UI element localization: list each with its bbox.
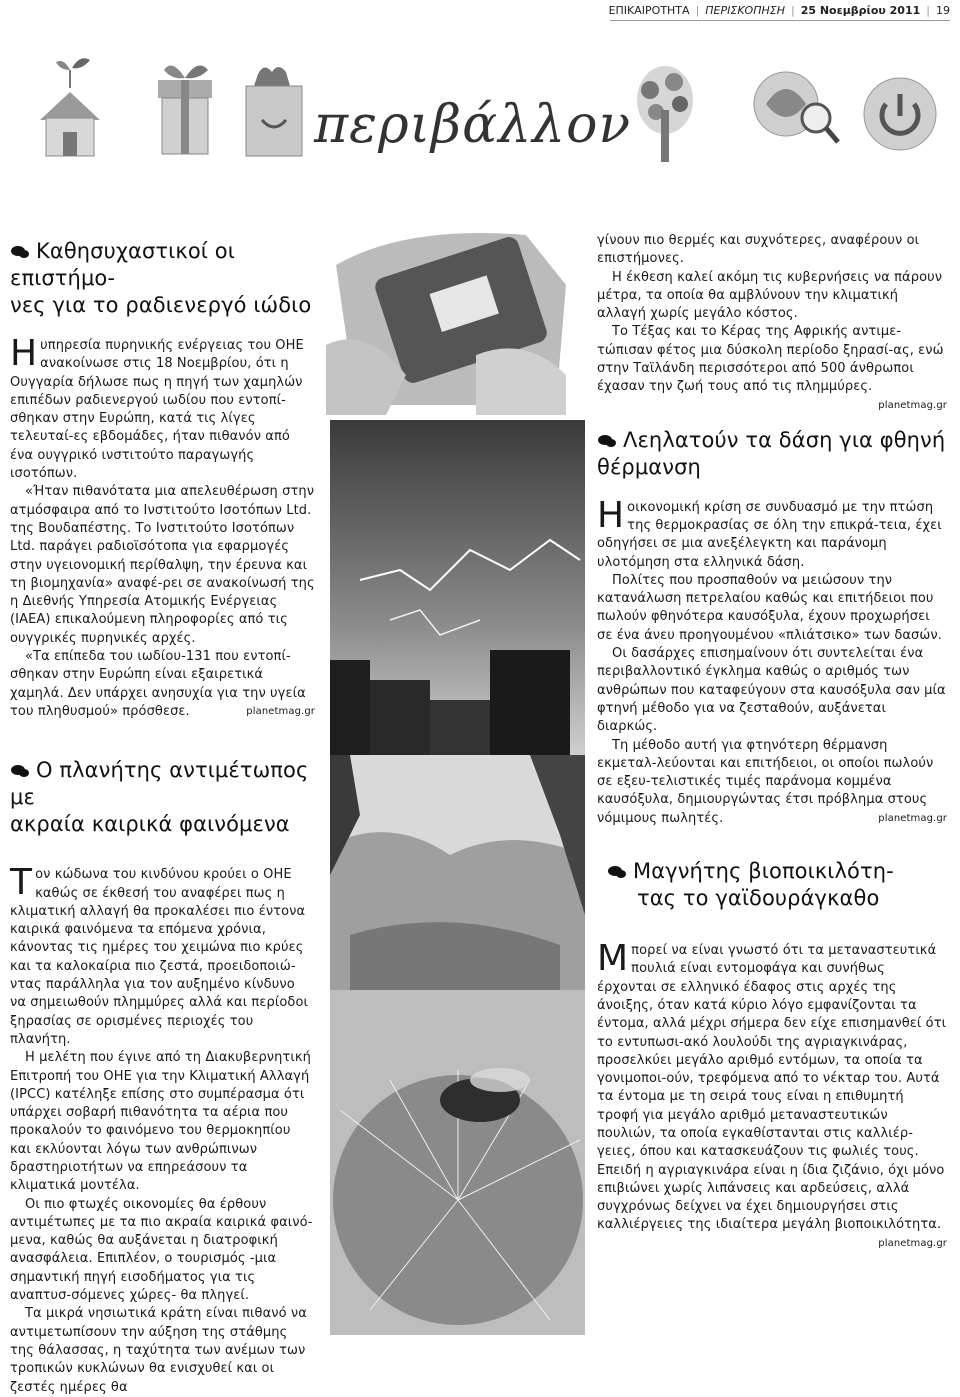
tree-icon	[630, 60, 700, 170]
power-button-icon	[860, 70, 940, 160]
source-credit: planetmag.gr	[878, 1237, 947, 1249]
house-leaf-icon	[30, 50, 110, 160]
article-title	[597, 427, 947, 481]
article-paragraph: γίνουν πιο θερμές και συχνότερες, αναφέρουν οι επιστήμονες.	[597, 233, 920, 267]
article-title-line: ακραία καιρικά φαινόμενα	[10, 812, 290, 837]
article-paragraph: Τα μικρά νησιωτικά κράτη είναι πιθανό να αντιμετωπίσουν την αύξηση της στάθμης της θάλασσας, η ταχύτητα των ανέμων των τροπικών κυκλώνων θα ενισχυθεί και οι ζεστές ημέρες θα	[10, 1306, 307, 1395]
header-publication: ΠΕΡΙΣΚΟΠΗΣΗ	[705, 3, 785, 17]
article-title-line: Ο πλανήτης αντιμέτωπος με	[10, 758, 309, 810]
header-date: 25 Νοεμβρίου 2011	[800, 3, 921, 17]
article-paragraph	[597, 737, 947, 828]
source-credit: planetmag.gr	[878, 812, 947, 824]
article-paragraph: Ηυπηρεσία πυρηνικής ενέργειας του ΟΗΕ ανακοίνωσε στις 18 Νοεμβρίου, ότι η Ουγγαρία δήλωσε πως η πηγή των χαμηλών επιπέδων ραδιενεργού ιωδίου που εντοπί-σθηκαν στην Ευρώπη, κατά τις λίγες τελευταί-ες εβδομάδες, ήταν πιθανόν από ένα ουγγρικό ινστιτούτο παραγωγής ισοτόπων.	[10, 333, 304, 482]
thistle-bee-photo	[330, 990, 585, 1335]
section-title: περιβάλλον	[314, 95, 632, 155]
article-paragraph: Η μελέτη που έγινε από τη Διακυβερνητική Επιτροπή του ΟΗΕ για την Κλιματική Αλλαγή (IPCC) κατέληξε επίσης στο συμπέρασμα ότι υπάρχει σοβαρή πιθανότητα τα αέρια που προκαλούν το φαινόμενο του θερμοκηπίου και εκλύονται λόγω των ανθρώπινων δραστηριοτήτων να επηρεάσουν τα κλιματικά μοντέλα.	[10, 1050, 312, 1194]
article-paragraph-text: Τη μέθοδο αυτή για φτηνότερη θέρμανση εκμεταλ-λεύονται και επιτήδειοι, οι οποίοι πωλούν σε εξευ-τελιστικές τιμές παράνομα κομμένα καυσόξυλα, δημιουργώντας έτσι πρόβλημα στους νόμιμους πωλητές.	[597, 737, 934, 826]
forest-photo	[330, 755, 585, 990]
article-paragraph: Ηοικονομική κρίση σε συνδυασμό με την πτώση της θερμοκρασίας σε όλη την επικρά-τεια, έχει οδηγήσει σε μια ανεξέλεγκτη και παράνομη υλοτόμηση στα ελληνικά δάση.	[597, 494, 942, 570]
article-title-line: Καθησυχαστικοί οι επιστήμο-	[10, 239, 235, 290]
article-title-line: θέρμανση	[597, 454, 701, 479]
article-paragraph: Τον κώδωνα του κινδύνου κρούει ο ΟΗΕ καθώς σε έκθεσή του αναφέρει πως η κλιματική αλλαγή θα προκαλέσει πιο έντονα καιρικά φαινόμενα τα επόμενα χρόνια, κάνοντας τις ημέρες του χειμώνα πιο κρύες και τα καλοκαίρια πιο ζεστά, προειδοποιώ-ντας παράλληλα για τον αυξημένο κίνδυνο να σημειωθούν πλημμύρες αλλά και περίοδοι ξηρασίας σε ορισμένες περιοχές του πλανήτη.	[10, 862, 308, 1047]
article-paragraph: Οι πιο φτωχές οικονομίες θα έρθουν αντιμέτωπες με τα πιο ακραία καιρικά φαινό-μενα, καθώς θα αυξάνεται η διατροφική ανασφάλεια. Επιπλέον, ο τουρισμός -μια σημαντική πηγή εισοδήματος για τις αναπτυσ-σόμενες χώρες- θα πληγεί.	[10, 1196, 313, 1304]
header-rule	[610, 20, 950, 21]
article-paragraph: Πολίτες που προσπαθούν να μειώσουν την κατανάλωση πετρελαίου καθώς και επιτήδειοι που πωλούν φθηνότερα καυσόξυλα, έχουν προχωρήσει σε ένα άνευ προηγουμένου «πλιάτσικο» των δασών.	[597, 572, 942, 643]
article-title	[597, 858, 947, 912]
speech-bubble-icon	[10, 764, 30, 778]
article-title-line: τας το γαϊδουράγκαθο	[637, 886, 880, 911]
article-paragraph: Η έκθεση καλεί ακόμη τις κυβερνήσεις να πάρουν μέτρα, τα οποία θα αμβλύνουν την κλιματική αλλαγή χωρίς μεγάλο κόστος.	[597, 269, 943, 322]
header-separator: |	[926, 3, 930, 17]
article-title-line: Λεηλατούν τα δάση για φθηνή	[623, 427, 946, 452]
article-paragraph-text: Μπορεί να είναι γνωστό ότι τα μεταναστευτικά πουλιά είναι εντομοφάγα και συνήθως έρχονται σε ελληνικό έδαφος στις αρχές της άνοιξης, όταν κατά κύριο λόγο εμφανίζονται τα έντομα, αλλά μέχρι σήμερα δεν είχε επισημανθεί ότι το εντυπωσι-ακό λουλούδι της αγριαγκινάρας, προσελκύει μεγάλο αριθμό εντόμων, τα οποία τα γονιμοποι-ούν, τρεφόμενα από το νέκταρ του. Αυτά τα έντομα με τη σειρά τους είναι η επιθυμητή τροφή για μεγάλο αριθμό μεταναστευτικών πουλιών, τα οποία εγκαθίστανται στις καλλιέρ-γειες, όπου και κατασκευάζουν τις φωλιές τους. Επειδή η αγριαγκινάρα είναι η ίδια ζιζάνιο, όχι μόνο επιβιώνει χωρίς λιπάνσεις και αρδεύσεις, αλλά συγχρόνως δείχνει να έχει δημιουργήσει στις καλλιέργειες της ιδιαίτερα μεγάλη βιοποικιλότητα.	[597, 938, 947, 1233]
source-credit: planetmag.gr	[878, 399, 947, 411]
article-paragraph	[10, 648, 315, 721]
article-paragraph	[597, 938, 947, 1249]
shopping-bag-icon	[238, 60, 310, 160]
radiation-device-photo	[326, 205, 576, 415]
article-paragraph-text: Το Τέξας και το Κέρας της Αφρικής αντιμε-τώπισαν φέτος μια δύσκολη περίοδο ξηρασί-ας, ενώ στην Ταϊλάνδη περισσότεροι από 500 άνθρωποι έχασαν την ζωή τους από τις πλημμύρες.	[597, 324, 944, 395]
page-header	[609, 0, 950, 20]
lightning-storm-photo	[330, 420, 585, 755]
article-title	[10, 238, 315, 319]
right-column	[597, 232, 947, 1253]
magnifier-leaf-icon	[750, 60, 840, 160]
article-paragraph-text: «Τα επίπεδα του ιωδίου-131 που εντοπί-σθηκαν στην Ευρώπη είναι εξαιρετικά χαμηλά. Δεν υπάρχει ανησυχία για την υγεία του πληθυσμού» πρόσθεσε.	[10, 649, 306, 719]
speech-bubble-icon	[10, 245, 30, 259]
header-section: ΕΠΙΚΑΙΡΟΤΗΤΑ	[608, 3, 690, 17]
article-paragraph	[597, 323, 947, 411]
article-paragraph: «Ήταν πιθανότατα μια απελευθέρωση στην ατμόσφαιρα από το Ινστιτούτο Ισοτόπων Ltd. της Βουδαπέστης. Το Ινστιτούτο Ισοτόπων Ltd. παράγει ραδιοϊσότοπα για εφαρμογές στην υγειονομική περίθαλψη, την έρευνα και τη βιομηχανία» αναφέ-ρει σε ανακοίνωσή της η Διεθνής Υπηρεσία Ατομικής Ενέργειας (IAEA) επικαλούμενη πληροφορίες από τις ουγγρικές πυρηνικές αρχές.	[10, 484, 315, 646]
article-title	[10, 757, 315, 838]
header-page-number: 19	[936, 3, 950, 17]
speech-bubble-icon	[607, 865, 627, 879]
gift-box-icon	[150, 48, 220, 158]
article-paragraph: Οι δασάρχες επισημαίνουν ότι συντελείται ένα περιβαλλοντικό έγκλημα καθώς ο αριθμός των ανθρώπων που καταφεύγουν στα καυσόξυλα σαν μία φτηνή μέθοδο για να ζεσταθούν, αυξάνεται διαρκώς.	[597, 646, 946, 735]
speech-bubble-icon	[597, 434, 617, 448]
header-separator: |	[695, 3, 700, 17]
article-title-line: Μαγνήτης βιοποικιλότη-	[633, 859, 894, 884]
left-column	[10, 238, 315, 1397]
header-separator: |	[790, 3, 795, 17]
source-credit: planetmag.gr	[246, 705, 315, 717]
article-title-line: νες για το ραδιενεργό ιώδιο	[10, 293, 312, 317]
